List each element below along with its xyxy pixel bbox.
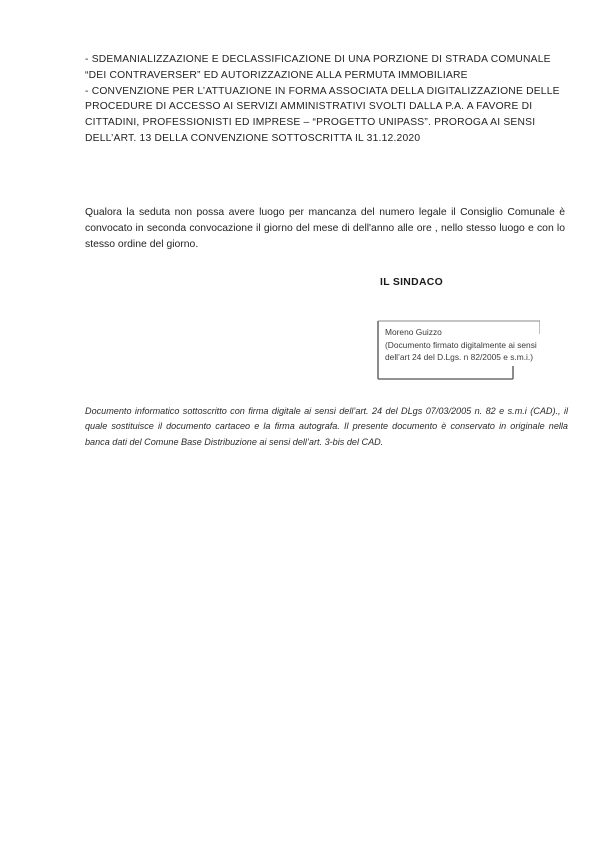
second-convocation-paragraph: Qualora la seduta non possa avere luogo per mancanza del numero legale il Consiglio Comunale è convocato in seconda convocazione il giorno del mese di dell'anno alle ore , nello stesso luogo e con lo stesso ordine del giorno. — [85, 207, 565, 251]
subject-heading-block — [85, 52, 569, 147]
cad-disclaimer-text: Documento informatico sottoscritto con firma digitale ai sensi dell’art. 24 del DLgs 07/03/2005 n. 82 e s.m.i (CAD)., il quale sostituisce il documento cartaceo e la firma autografa. Il presente documento è conservato in originale nella banca dati del Comune Base Distribuzione ai sensi dell’art. 3-bis del CAD. — [85, 406, 568, 447]
signature-note-line-1: (Documento firmato digitalmente ai sensi — [385, 339, 537, 350]
heading-line-1: - SDEMANIALIZZAZIONE E DECLASSIFICAZIONE DI UNA PORZIONE DI STRADA COMUNALE “DEI CONTRAVERSER” ED AUTORIZZAZIONE ALLA PERMUTA IMMOBILIARE — [85, 54, 554, 81]
signature-text — [385, 326, 575, 364]
digital-signature-box — [377, 320, 540, 380]
signature-note-line-2: dell’art 24 del D.Lgs. n 82/2005 e s.m.i.) — [385, 352, 534, 363]
heading-line-2: - CONVENZIONE PER L’ATTUAZIONE IN FORMA ASSOCIATA DELLA DIGITALIZZAZIONE DELLE PROCEDURE DI ACCESSO AI SERVIZI AMMINISTRATIVI SVOLTI DALLA P.A. A FAVORE DI CITTADINI, PROFESSIONISTI ED IMPRESE – “PROGETTO UNIPASS”. PROROGA AI SENSI DELL’ART. 13 DELLA CONVENZIONE SOTTOSCRITTA IL 31.12.2020 — [85, 85, 563, 144]
signer-name: Moreno Guizzo — [385, 327, 442, 337]
signer-role-label: IL SINDACO — [380, 277, 443, 288]
cad-disclaimer-note — [85, 404, 568, 450]
